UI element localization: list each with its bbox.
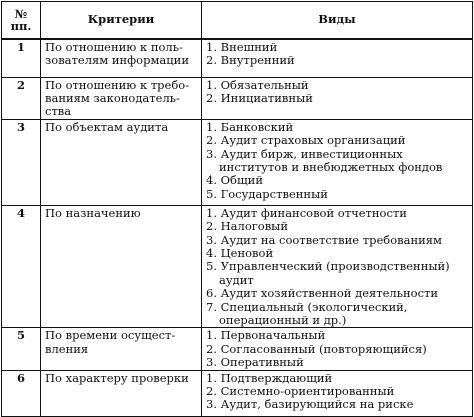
kind-item: 2. Инициативный (206, 90, 313, 105)
criteria-cell: По объектам аудита (41, 119, 202, 205)
table-row (2, 77, 473, 119)
criteria-cell: По отношению к требо- ваниям законодатель- ства (41, 77, 202, 119)
kind-item: 4. Общий (206, 173, 264, 188)
kind-item: 5. Государственный (206, 186, 328, 201)
header-kinds: Виды (202, 2, 473, 40)
table-header-row (2, 2, 473, 40)
kinds-cell (202, 119, 473, 205)
kind-item: 3. Аудит на соответствие требованиям (206, 232, 442, 247)
kind-item: 1. Первоначальный (206, 328, 326, 343)
audit-classification-table (1, 1, 473, 417)
row-number: 6 (2, 370, 41, 416)
kind-item: 5. Управленческий (производственный) аудит (206, 259, 450, 287)
kind-item: 2. Внутренний (206, 53, 295, 68)
kind-item: 1. Банковский (206, 119, 294, 134)
row-number: 1 (2, 39, 41, 77)
header-number: № пп. (2, 2, 41, 40)
table-row (2, 370, 473, 416)
kind-item: 3. Аудит бирж, инвестиционных институтов и внебюджетных фондов (206, 146, 443, 174)
table-row (2, 39, 473, 77)
kind-item: 1. Обязательный (206, 77, 309, 92)
kind-item: 6. Аудит хозяйственной деятельности (206, 286, 439, 301)
kinds-cell (202, 205, 473, 328)
table-body (2, 39, 473, 416)
kinds-cell (202, 370, 473, 416)
kind-item: 3. Аудит, базирующийся на риске (206, 397, 414, 412)
kind-item: 4. Ценовой (206, 245, 274, 260)
kind-item: 2. Системно-ориентированный (206, 384, 395, 398)
kinds-cell (202, 77, 473, 119)
table-row (2, 205, 473, 328)
kinds-cell (202, 39, 473, 77)
kind-item: 1. Аудит финансовой отчетности (206, 205, 407, 220)
kind-item: 1. Внешний (206, 40, 278, 54)
row-number: 2 (2, 77, 41, 119)
table-row (2, 328, 473, 370)
header-criteria: Критерии (41, 2, 202, 40)
row-number: 4 (2, 205, 41, 328)
kind-item: 2. Согласованный (повторяющийся) (206, 341, 427, 356)
row-number: 5 (2, 328, 41, 370)
row-number: 3 (2, 119, 41, 205)
criteria-cell: По характеру проверки (41, 370, 202, 416)
kind-item: 1. Подтверждающий (206, 370, 333, 385)
kind-item: 2. Аудит страховых организаций (206, 133, 406, 148)
kind-item: 7. Специальный (экологический, операционный и др.) (206, 299, 408, 327)
criteria-cell: По назначению (41, 205, 202, 328)
criteria-cell: По отношению к поль- зователям информации (41, 39, 202, 77)
kind-item: 2. Налоговый (206, 219, 288, 234)
kinds-cell (202, 328, 473, 370)
kind-item: 3. Оперативный (206, 355, 304, 370)
criteria-cell: По времени осущест- вления (41, 328, 202, 370)
table-row (2, 119, 473, 205)
